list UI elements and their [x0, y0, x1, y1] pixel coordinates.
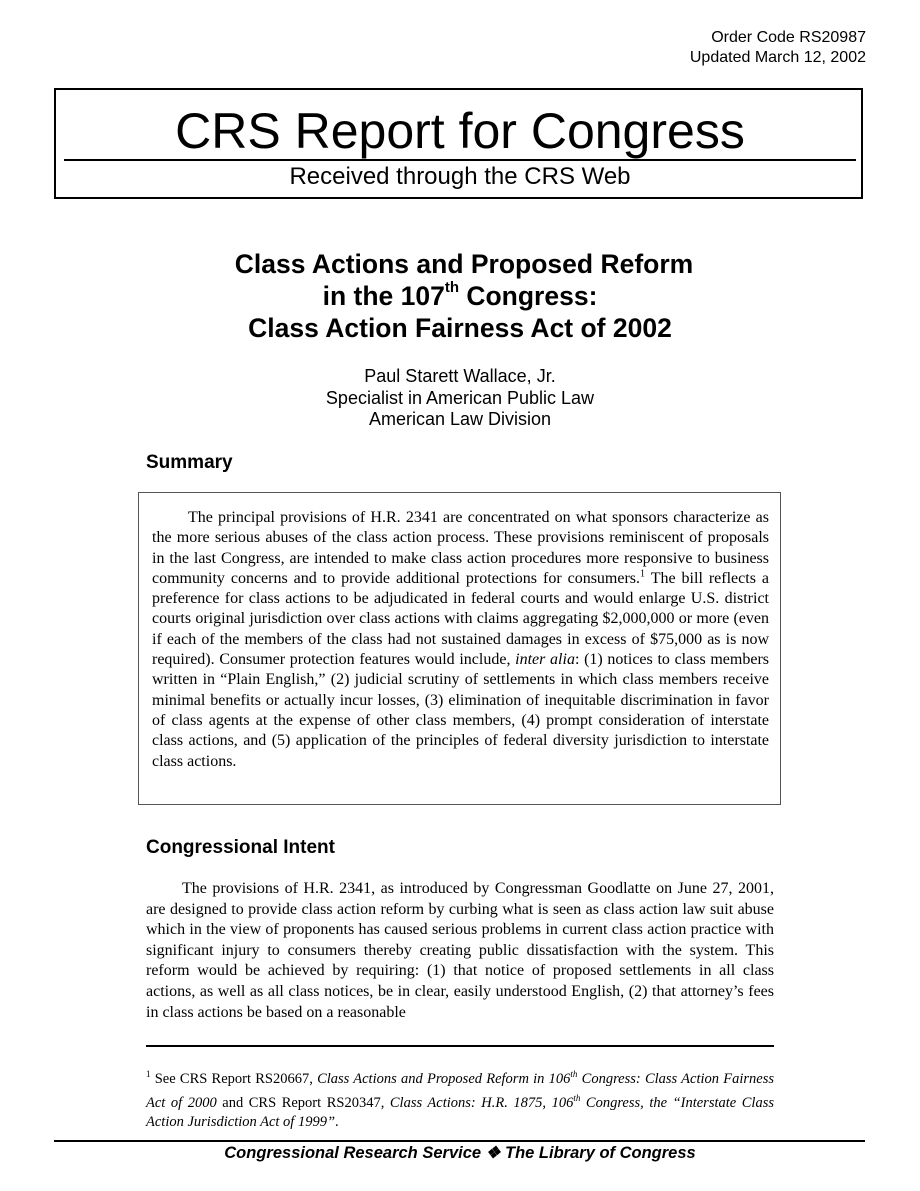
summary-text-part-3: : (1) notices to class members written in “Plain English,” (2) judicial scrutiny of settlements in which class members receive minimal benefits or actually incur losses, (3) elimination of inequitable discrimination in favor of class agents at the expense of other class members, (4) prompt consideration of interstate class actions, and (5) application of the principles of federal diversity jurisdiction to interstate class actions. [152, 651, 770, 770]
footnote-citation-1-end: Congress: Class Action Fairness Act of 2000 [146, 1070, 774, 1111]
footnote-citation-2-ordinal: th [573, 1092, 581, 1103]
footnote-citation-2-end: Congress, the “Interstate Class Action Jurisdiction Act of 1999” [146, 1094, 774, 1130]
report-series-subtitle: Received through the CRS Web [289, 163, 631, 190]
footnote [146, 1065, 774, 1132]
header-divider [64, 159, 856, 161]
title-line-3: Class Action Fairness Act of 2002 [248, 313, 672, 343]
footnote-citation-2: Class Actions: H.R. 1875, 106 [389, 1094, 574, 1111]
title-line-2-end: Congress: [459, 281, 598, 311]
author-block [0, 366, 920, 431]
updated-date: Updated March 12, 2002 [689, 49, 866, 66]
summary-text [152, 508, 769, 772]
order-code: Order Code RS20987 [711, 29, 866, 46]
summary-heading: Summary [146, 452, 233, 473]
summary-text-part-2: The bill reflects a preference for class actions to be adjudicated in federal courts and would enlarge U.S. district courts original jurisdiction over class actions with claims aggregating $2,000,000 or more (even if each of the members of the class had not sustained damages in excess of $75,000 as is now required). Consumer protection features would include, [152, 569, 770, 669]
report-series-title: CRS Report for Congress [175, 103, 745, 159]
document-title [0, 248, 920, 344]
congressional-intent-text: The provisions of H.R. 2341, as introduced by Congressman Goodlatte on June 27, 2001, are designed to provide class action reform by curbing what is seen as class action law suit abuse which in the view of proponents has caused serious problems in current class action practice with significant injury to consumers thereby creating public dissatisfaction with the system. This reform would be achieved by requiring: (1) that notice of proposed settlements in all class actions, as well as all class notices, be in clear, easily understood English, (2) that attorney’s fees in class actions be based on a reasonable [146, 880, 774, 1021]
footnote-citation-1-ordinal: th [570, 1069, 578, 1079]
footnote-citation-1: Class Actions and Proposed Reform in 106 [317, 1070, 571, 1087]
footnote-marker: 1 [146, 1069, 151, 1079]
summary-italic-term: inter alia [515, 651, 575, 669]
footnote-text-3: . [335, 1113, 339, 1130]
footnote-reference[interactable]: 1 [640, 568, 646, 580]
summary-text-part-1: The principal provisions of H.R. 2341 are concentrated on what sponsors characterize as the more serious abuses of the class action process. These provisions reminiscent of proposals in the last Congress, are intended to make class action procedures more responsive to business community concerns and to provide additional protections for consumers. [152, 509, 769, 587]
author-position: Specialist in American Public Law [325, 387, 595, 408]
author-division: American Law Division [368, 409, 552, 429]
title-line-1: Class Actions and Proposed Reform [234, 249, 694, 279]
footnote-divider [146, 1045, 774, 1047]
order-info [690, 28, 866, 68]
congressional-intent-heading: Congressional Intent [146, 837, 335, 858]
page-footer: Congressional Research Service ❖ The Library of Congress [224, 1144, 696, 1162]
title-ordinal-suffix: th [444, 279, 459, 297]
title-line-2 [0, 280, 920, 312]
author-name: Paul Starett Wallace, Jr. [364, 366, 556, 386]
footnote-text-2: and CRS Report RS20347, [216, 1094, 390, 1111]
footnote-text-1: See CRS Report RS20667, [150, 1070, 318, 1087]
title-line-2-text: in the 107 [322, 281, 445, 311]
footer-divider [54, 1140, 865, 1142]
